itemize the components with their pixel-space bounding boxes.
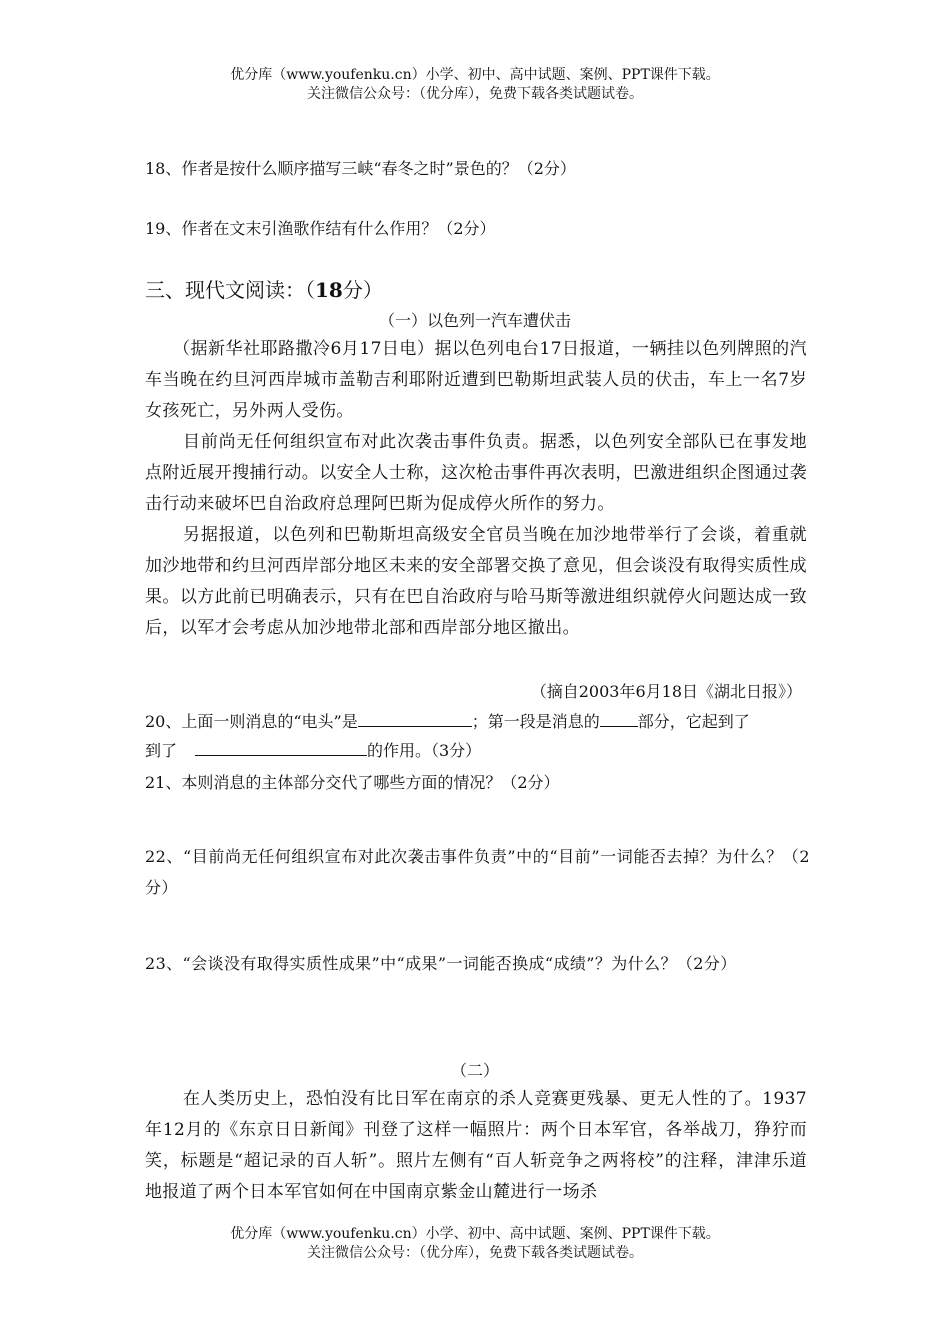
article-2-title: （二） xyxy=(450,1061,499,1080)
article-1-source: （摘自2003年6月18日《湖北日报》） xyxy=(530,682,802,701)
question-23: 23、“会谈没有取得实质性成果”中“成果”一词能否换成“成绩”？为什么？（2分） xyxy=(145,954,737,973)
question-20-line-2-prefix: 到了 xyxy=(145,738,177,761)
question-20-line-1 xyxy=(145,709,750,732)
footer-line-2: 关注微信公众号：（优分库），免费下载各类试题试卷。 xyxy=(307,1245,643,1261)
question-20-line-2 xyxy=(145,738,481,761)
section-3-title-suffix: 分） xyxy=(342,278,383,302)
question-22: 22、“目前尚无任何组织宣布对此次袭击事件负责”中的“目前”一词能否去掉？为什么？（2分） xyxy=(145,847,810,897)
question-20-text-2: ；第一段是消息的 xyxy=(471,712,600,731)
article-1-paragraph-2: 目前尚无任何组织宣布对此次袭击事件负责。据悉，以色列安全部队已在事发地点附近展开搜捕行动。以安全人士称，这次枪击事件再次表明，巴激进组织企图通过袭击行动来破坏巴自治政府总理阿巴斯为促成停火所作的努力。 xyxy=(145,432,807,514)
blank-dateline[interactable] xyxy=(358,712,472,727)
section-3-heading xyxy=(145,274,383,303)
section-3-title-prefix: 三、现代文阅读：（ xyxy=(145,278,315,302)
footer-line-1: 优分库（www.youfenku.cn）小学、初中、高中试题、案例、PPT课件下载。 xyxy=(230,1226,720,1242)
section-3-score: 18 xyxy=(315,278,343,302)
question-19: 19、作者在文末引渔歌作结有什么作用？（2分） xyxy=(145,219,496,238)
article-1-title: （一）以色列一汽车遭伏击 xyxy=(378,311,571,330)
article-2-paragraph-1: 在人类历史上，恐怕没有比日军在南京的杀人竞赛更残暴、更无人性的了。1937年12月的《东京日日新闻》刊登了这样一幅照片：两个日本军官，各举战刀，狰狞而笑，标题是“超记录的百人斩”。照片左侧有“百人斩竞争之两将校”的注释，津津乐道地报道了两个日本军官如何在中国南京紫金山麓进行一场杀 xyxy=(145,1089,807,1202)
question-21: 21、本则消息的主体部分交代了哪些方面的情况？（2分） xyxy=(145,773,560,792)
question-20-text-1: 20、上面一则消息的“电头”是 xyxy=(145,712,358,731)
blank-part[interactable] xyxy=(600,712,638,727)
question-18: 18、作者是按什么顺序描写三峡“春冬之时”景色的？（2分） xyxy=(145,159,576,178)
article-1-paragraph-3: 另据报道，以色列和巴勒斯坦高级安全官员当晚在加沙地带举行了会谈，着重就加沙地带和约旦河西岸部分地区未来的安全部署交换了意见，但会谈没有取得实质性成果。以方此前已明确表示，只有在巴自治政府与哈马斯等激进组织就停火问题达成一致后，以军才会考虑从加沙地带北部和西岸部分地区撤出。 xyxy=(145,525,807,638)
header-line-1: 优分库（www.youfenku.cn）小学、初中、高中试题、案例、PPT课件下载。 xyxy=(230,67,720,83)
question-20-text-3: 部分，它起到了 xyxy=(637,712,750,731)
blank-function[interactable] xyxy=(195,741,367,756)
header-line-2: 关注微信公众号：（优分库），免费下载各类试题试卷。 xyxy=(307,86,643,102)
article-1-paragraph-1: （据新华社耶路撒冷6月17日电）据以色列电台17日报道，一辆挂以色列牌照的汽车当晚在约旦河西岸城市盖勒吉利耶附近遭到巴勒斯坦武装人员的伏击，车上一名7岁女孩死亡，另外两人受伤。 xyxy=(145,339,807,421)
question-20-text-4: 的作用。（3分） xyxy=(367,741,482,760)
